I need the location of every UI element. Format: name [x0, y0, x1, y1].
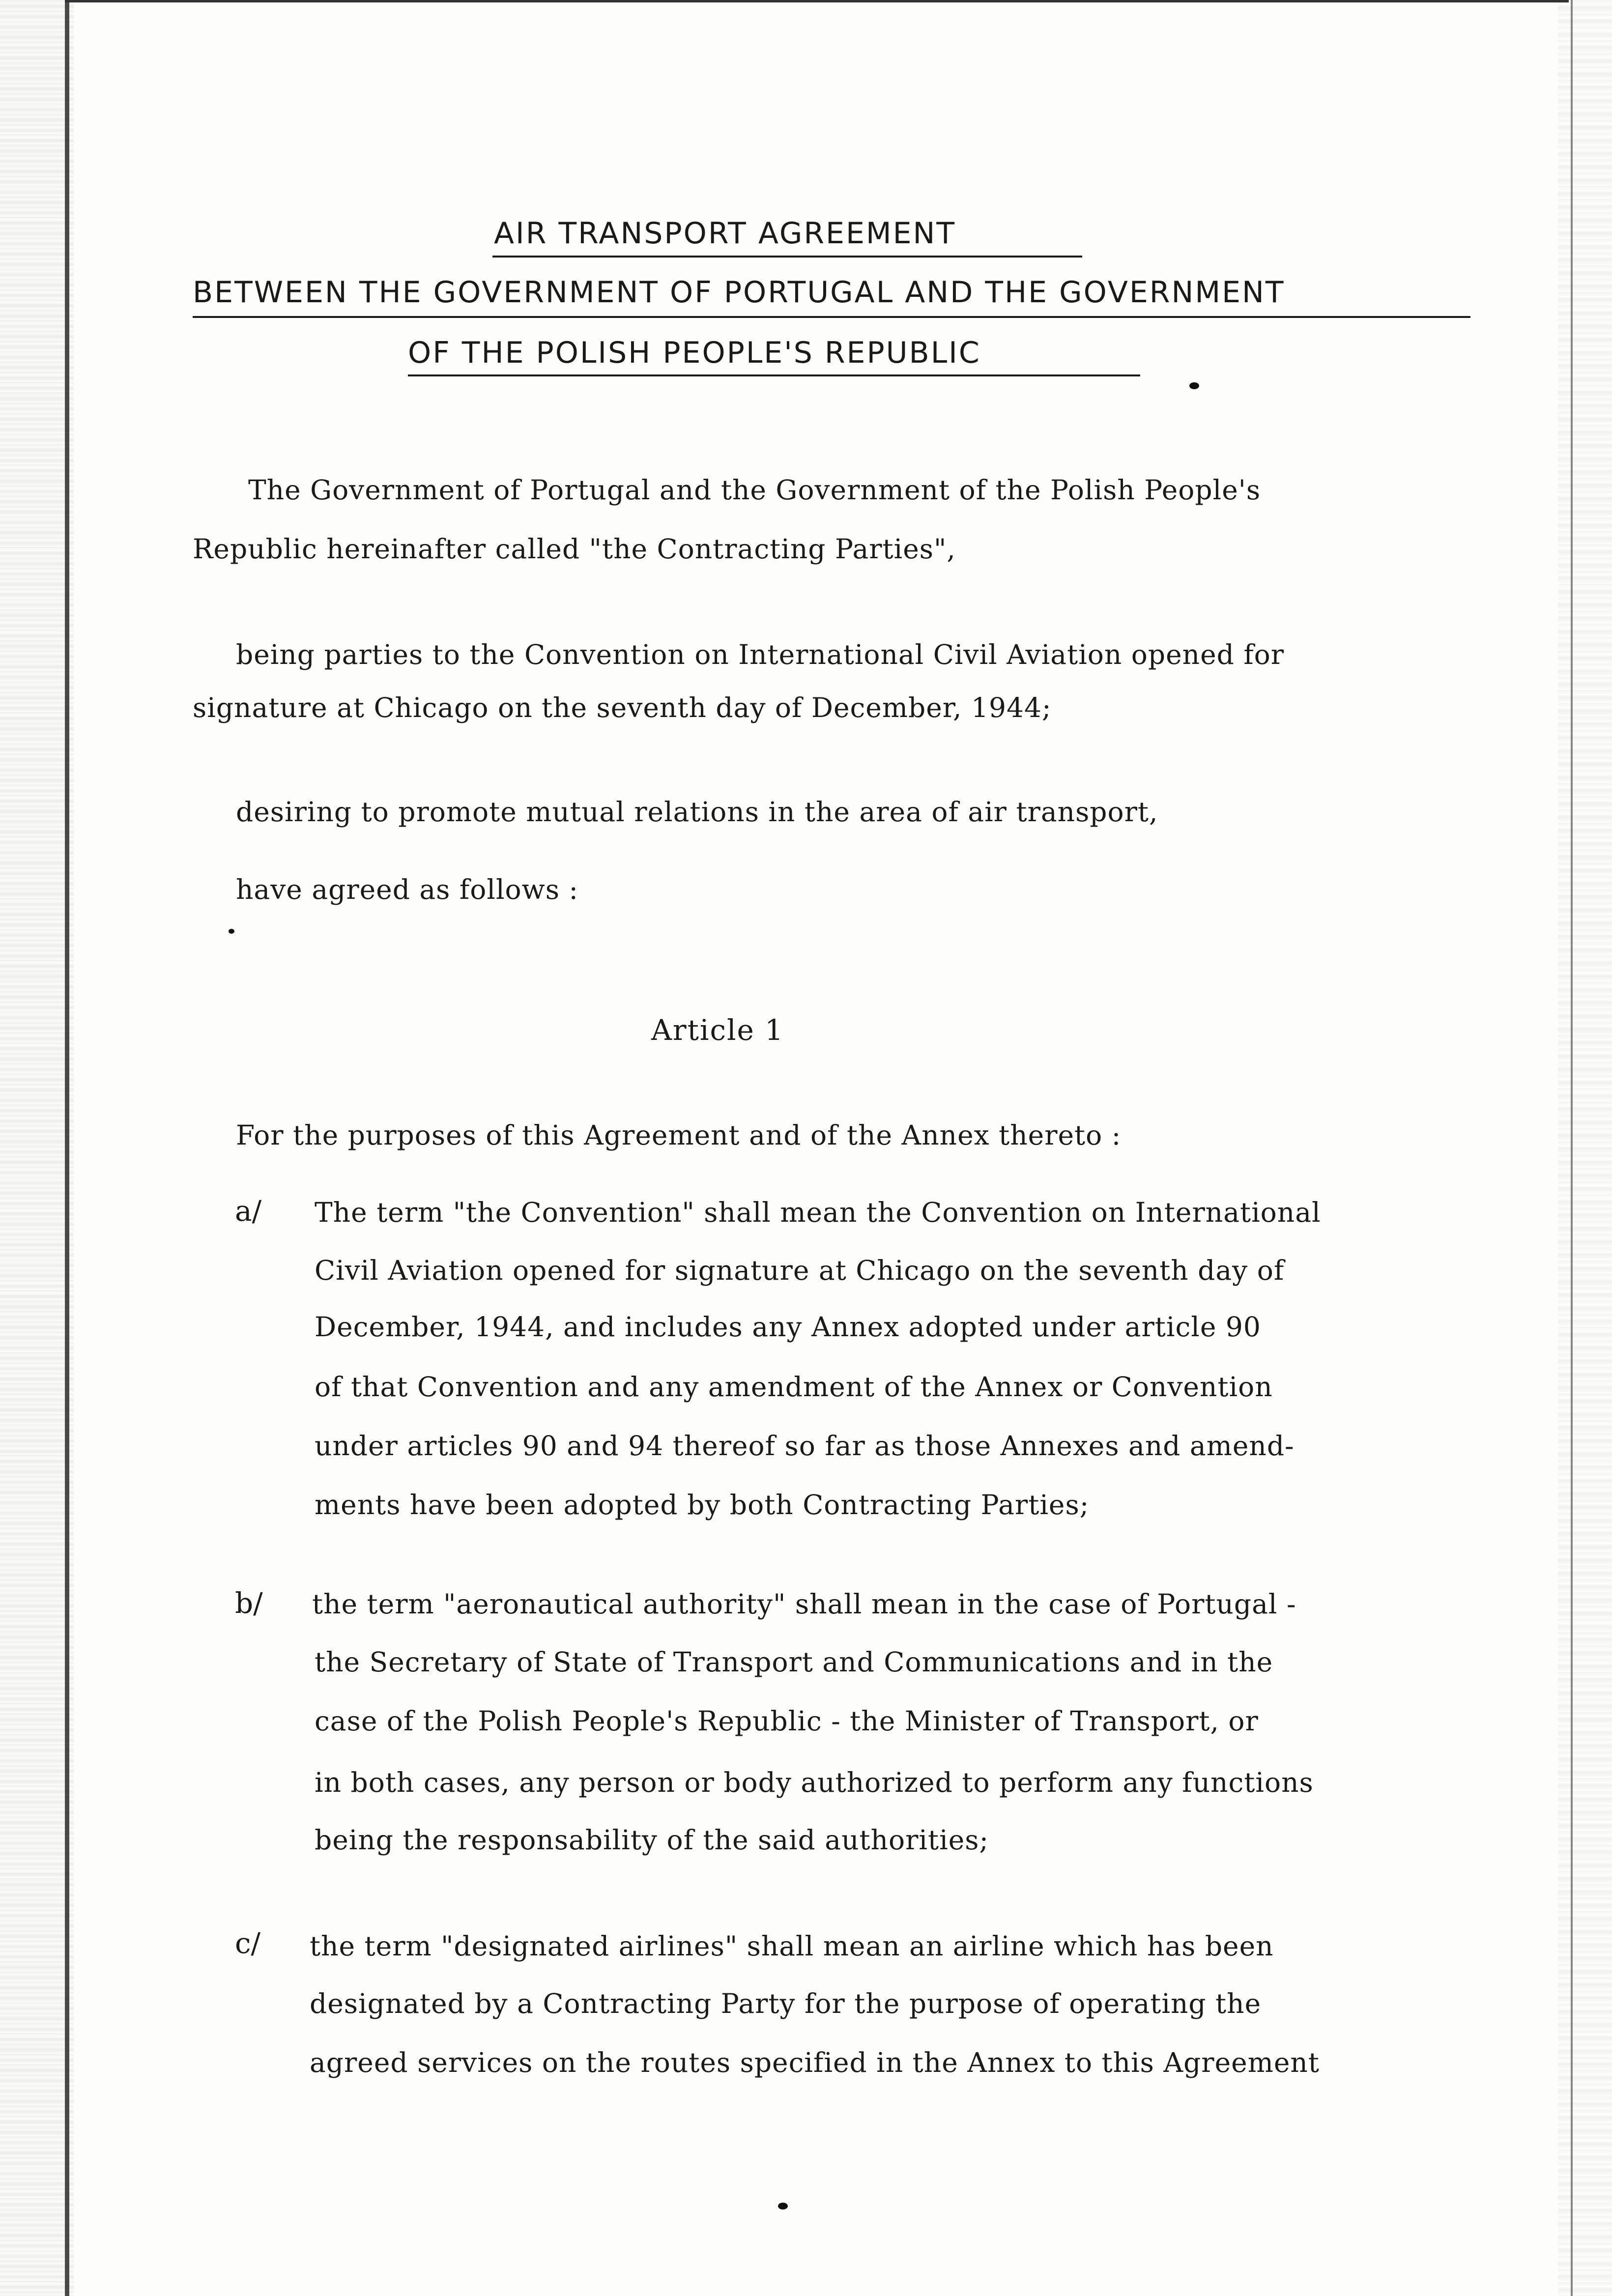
item-c-line-2: designated by a Contracting Party for the purpose of operating the	[310, 1988, 1262, 2019]
preamble-p4: have agreed as follows :	[236, 874, 578, 905]
title-underline-1	[492, 256, 1082, 258]
article-intro: For the purposes of this Agreement and of the Annex thereto :	[236, 1119, 1122, 1151]
item-a-line-1: The term "the Convention" shall mean the Convention on International	[315, 1197, 1321, 1228]
title-underline-2	[193, 316, 1470, 318]
scan-edge-right	[1558, 0, 1612, 2296]
item-a-line-4: of that Convention and any amendment of the Annex or Convention	[315, 1371, 1273, 1403]
item-b-line-1: the term "aeronautical authority" shall mean in the case of Portugal -	[312, 1588, 1296, 1620]
scan-speck	[229, 929, 234, 934]
item-a-line-6: ments have been adopted by both Contracting Parties;	[315, 1489, 1090, 1521]
scan-edge-left	[0, 0, 74, 2296]
article-heading: Article 1	[651, 1013, 784, 1047]
item-a-line-5: under articles 90 and 94 thereof so far as those Annexes and amend-	[315, 1430, 1295, 1462]
item-c-line-3: agreed services on the routes specified in the Annex to this Agreement	[310, 2047, 1320, 2078]
item-a-line-3: December, 1944, and includes any Annex adopted under article 90	[315, 1311, 1261, 1343]
title-line-3: OF THE POLISH PEOPLE'S REPUBLIC	[408, 336, 981, 370]
scan-border-top	[65, 0, 1569, 2]
item-c-marker: c/	[235, 1926, 261, 1960]
item-b-line-5: being the responsability of the said authorities;	[315, 1824, 989, 1856]
item-b-line-4: in both cases, any person or body authorized to perform any functions	[315, 1767, 1314, 1798]
scan-speck	[1189, 382, 1199, 389]
item-a-marker: a/	[235, 1194, 262, 1228]
scan-border-left	[65, 0, 69, 2296]
preamble-p3: desiring to promote mutual relations in the area of air transport,	[236, 796, 1158, 828]
preamble-p1-line-2: Republic hereinafter called "the Contracting Parties",	[193, 533, 956, 565]
item-c-line-1: the term "designated airlines" shall mean an airline which has been	[310, 1930, 1274, 1962]
preamble-p2-line-1: being parties to the Convention on International Civil Aviation opened for	[236, 639, 1285, 670]
preamble-p2-line-2: signature at Chicago on the seventh day of December, 1944;	[193, 692, 1052, 723]
scan-border-right	[1571, 0, 1573, 2296]
title-line-1: AIR TRANSPORT AGREEMENT	[494, 216, 956, 251]
item-a-line-2: Civil Aviation opened for signature at Chicago on the seventh day of	[315, 1255, 1285, 1286]
title-underline-3	[408, 374, 1140, 376]
item-b-line-3: case of the Polish People's Republic - the Minister of Transport, or	[315, 1705, 1259, 1737]
preamble-p1-line-1: The Government of Portugal and the Government of the Polish People's	[248, 474, 1261, 506]
item-b-line-2: the Secretary of State of Transport and Communications and in the	[315, 1646, 1273, 1678]
scan-speck	[778, 2203, 788, 2210]
item-b-marker: b/	[235, 1586, 263, 1620]
title-line-2: BETWEEN THE GOVERNMENT OF PORTUGAL AND THE GOVERNMENT	[193, 275, 1285, 310]
